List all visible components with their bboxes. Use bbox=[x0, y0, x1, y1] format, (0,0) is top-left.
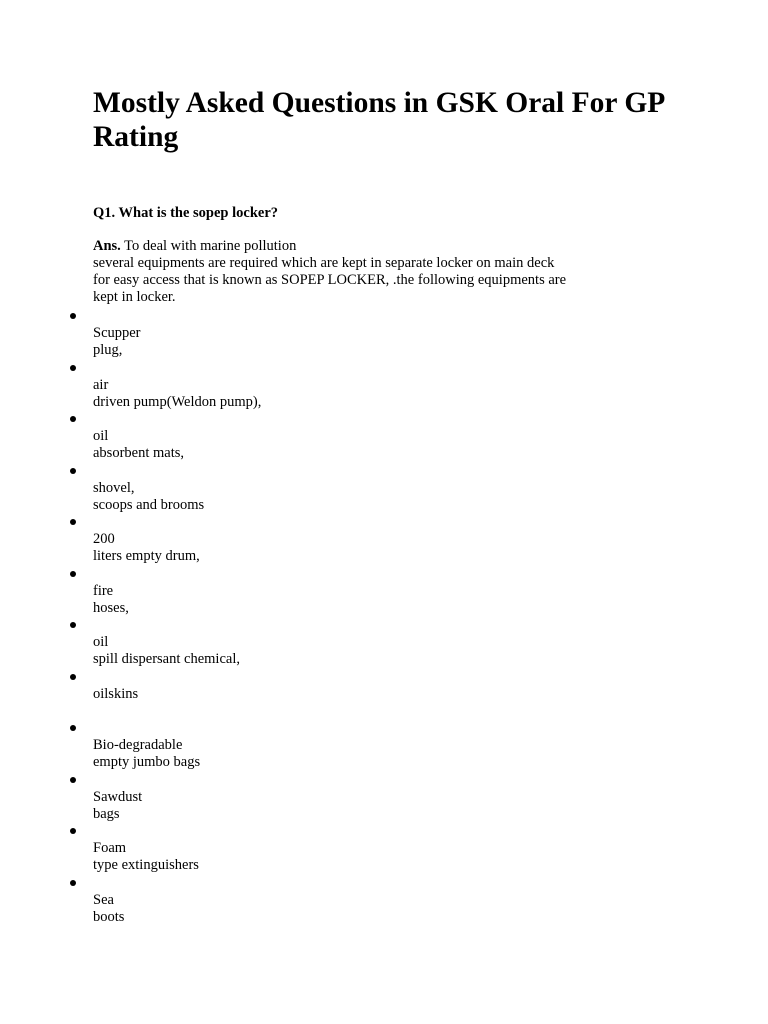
answer-line: kept in locker. bbox=[93, 289, 176, 305]
list-item-line: 200 bbox=[93, 531, 115, 547]
list-item-text bbox=[93, 789, 142, 823]
list-item bbox=[0, 514, 768, 566]
list-item-line: oilskins bbox=[93, 685, 139, 702]
list-item-text bbox=[93, 531, 200, 565]
answer-paragraph bbox=[93, 238, 653, 306]
bullet-icon bbox=[70, 571, 76, 577]
list-item-text bbox=[93, 480, 204, 514]
list-item-line: fire bbox=[93, 582, 114, 599]
answer-line: several equipments are required which are kept in separate locker on main deck bbox=[93, 255, 555, 271]
list-item-text bbox=[93, 325, 141, 359]
list-item bbox=[0, 617, 768, 669]
bullet-icon bbox=[70, 519, 76, 525]
list-item-line: absorbent mats, bbox=[93, 445, 185, 461]
bullet-icon bbox=[70, 468, 76, 474]
list-item-line: Bio-degradable bbox=[93, 737, 183, 753]
answer-first-line-text: To deal with marine pollution bbox=[120, 238, 297, 254]
list-item-line: plug, bbox=[93, 342, 123, 358]
list-item bbox=[0, 669, 768, 721]
list-item-text bbox=[93, 737, 200, 771]
list-item-line: Scupper bbox=[93, 325, 141, 341]
bullet-icon bbox=[70, 777, 76, 783]
page-title: Mostly Asked Questions in GSK Oral For GP Rating bbox=[93, 87, 664, 153]
bullet-icon bbox=[70, 622, 76, 628]
list-item-line: boots bbox=[93, 908, 125, 925]
list-item-line: liters empty drum, bbox=[93, 548, 200, 564]
bullet-icon bbox=[70, 725, 76, 731]
list-item bbox=[0, 411, 768, 463]
bullet-icon bbox=[70, 365, 76, 371]
list-item-line: spill dispersant chemical, bbox=[93, 651, 240, 667]
list-item-text bbox=[93, 428, 184, 462]
list-item bbox=[0, 875, 768, 927]
list-item bbox=[0, 360, 768, 412]
list-item bbox=[0, 720, 768, 772]
list-item-text bbox=[93, 840, 199, 874]
answer-line: for easy access that is known as SOPEP LOCKER, .the following equipments are bbox=[93, 272, 567, 288]
list-item-line: type extinguishers bbox=[93, 857, 199, 873]
list-item-text bbox=[93, 892, 124, 926]
list-item-line: empty jumbo bags bbox=[93, 754, 201, 770]
answer-label: Ans. bbox=[93, 238, 121, 254]
list-item-line: Sawdust bbox=[93, 788, 143, 805]
bullet-icon bbox=[70, 880, 76, 886]
list-item-text bbox=[93, 583, 129, 617]
list-item bbox=[0, 772, 768, 824]
list-item-line: air bbox=[93, 376, 109, 393]
bullet-icon bbox=[70, 313, 76, 319]
list-item-line: driven pump(Weldon pump), bbox=[93, 393, 262, 410]
list-item bbox=[0, 463, 768, 515]
answer-first-line bbox=[93, 238, 653, 255]
equipment-list bbox=[0, 308, 768, 926]
question-heading: Q1. What is the sopep locker? bbox=[93, 205, 279, 221]
list-item bbox=[0, 823, 768, 875]
list-item-text bbox=[93, 377, 261, 411]
list-item bbox=[0, 566, 768, 618]
list-item-line: shovel, bbox=[93, 479, 135, 496]
list-item-line: oil bbox=[93, 634, 109, 650]
list-item-line: Sea bbox=[93, 891, 114, 908]
list-item-text bbox=[93, 634, 240, 668]
list-item-line: oil bbox=[93, 428, 109, 444]
list-item-line: bags bbox=[93, 805, 120, 822]
list-item-text bbox=[93, 686, 138, 703]
bullet-icon bbox=[70, 828, 76, 834]
list-item bbox=[0, 308, 768, 360]
bullet-icon bbox=[70, 674, 76, 680]
list-item-line: scoops and brooms bbox=[93, 496, 205, 513]
bullet-icon bbox=[70, 416, 76, 422]
list-item-line: hoses, bbox=[93, 599, 129, 616]
list-item-line: Foam bbox=[93, 840, 127, 856]
